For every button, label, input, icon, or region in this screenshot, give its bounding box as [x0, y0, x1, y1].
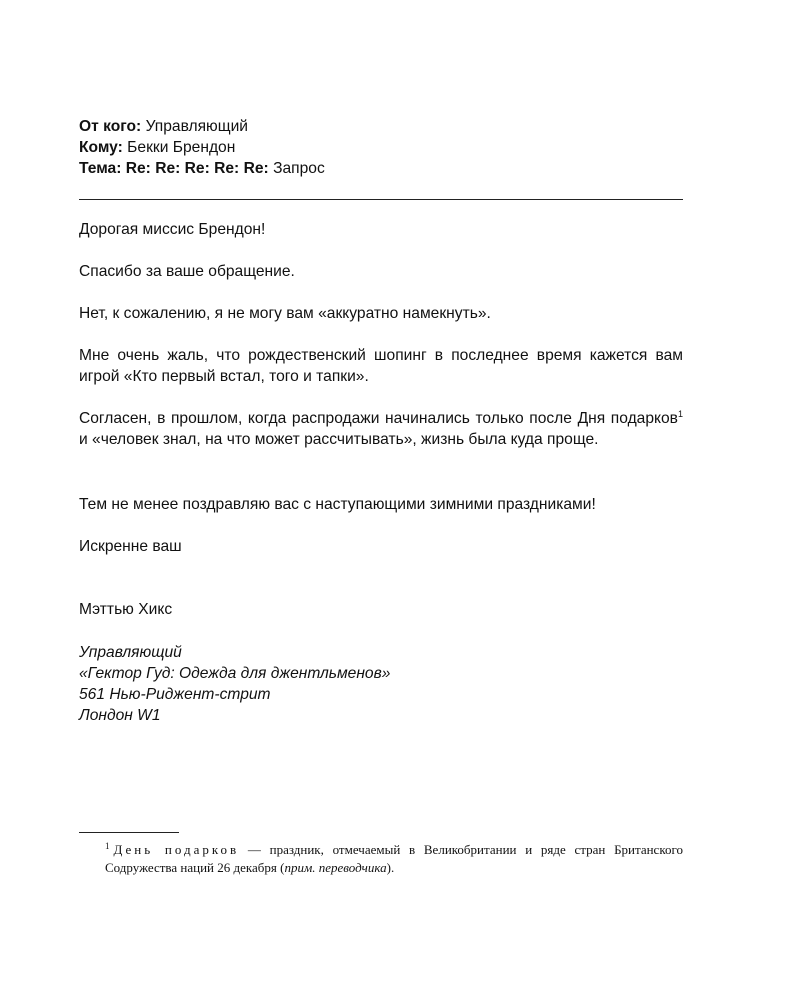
signature-company: «Гектор Гуд: Одежда для джентльменов»: [79, 665, 391, 682]
subject-value: Запрос: [273, 160, 325, 177]
paragraph-boxing-day: [79, 408, 683, 450]
footnote: [79, 841, 683, 877]
from-label: От кого:: [79, 118, 142, 135]
footnote-end: ).: [386, 860, 395, 875]
signature-city: Лондон W1: [79, 707, 161, 724]
letter-page: [79, 0, 683, 1000]
signature-name: Мэттью Хикс: [79, 601, 173, 618]
paragraph-thanks: Спасибо за ваше обращение.: [79, 263, 295, 280]
footnote-number: 1: [105, 841, 110, 851]
footnote-text: [79, 841, 683, 877]
to-label: Кому:: [79, 139, 123, 156]
p4-before: Согласен, в прошлом, когда распродажи начинались только после Дня подарков: [79, 410, 678, 427]
signature-block: [79, 642, 390, 726]
header-divider: [79, 199, 683, 200]
footnote-ref: 1: [677, 409, 683, 419]
paragraph-shopping: Мне очень жаль, что рождественский шопинг в последнее время кажется вам игрой «Кто первый встал, того и тапки».: [79, 347, 683, 385]
footnote-divider: [79, 832, 179, 833]
to-row: [79, 137, 683, 158]
p4-after: и «человек знал, на что может рассчитывать», жизнь была куда проще.: [79, 431, 599, 448]
paragraph-holidays: Тем не менее поздравляю вас с наступающими зимними праздниками!: [79, 496, 596, 513]
subject-row: [79, 158, 683, 179]
closing: Искренне ваш: [79, 538, 182, 555]
footnote-body: — праздник, отмечаемый в Великобритании и ряде стран Британского Содружества наций 26 декабря (: [105, 842, 683, 875]
from-row: [79, 116, 683, 137]
greeting: Дорогая миссис Брендон!: [79, 221, 266, 238]
footnote-note: прим. переводчика: [284, 860, 387, 875]
paragraph-no-hint: Нет, к сожалению, я не могу вам «аккуратно намекнуть».: [79, 305, 491, 322]
signature-address: 561 Нью-Риджент-стрит: [79, 686, 271, 703]
signature-title: Управляющий: [79, 644, 182, 661]
from-value: Управляющий: [145, 118, 248, 135]
email-header: [79, 116, 683, 179]
footnote-term: День подарков: [113, 842, 240, 857]
to-value: Бекки Брендон: [127, 139, 236, 156]
subject-label: Тема: Re: Re: Re: Re: Re:: [79, 160, 269, 177]
